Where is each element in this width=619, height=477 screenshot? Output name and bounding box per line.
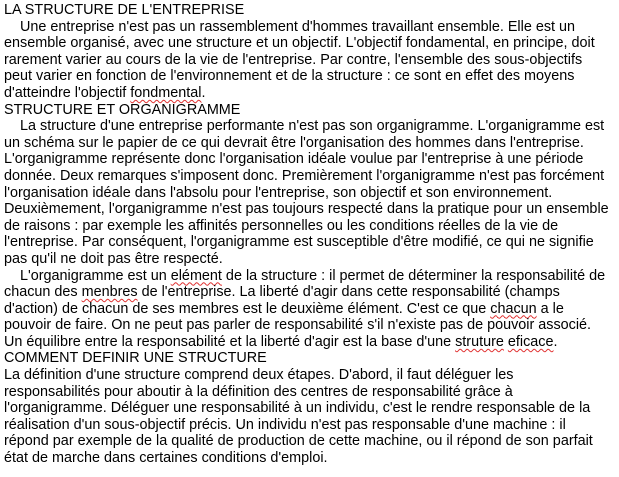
section-heading-structure-organigramme: STRUCTURE ET ORGANIGRAMME xyxy=(4,101,241,118)
paragraph-text: Une entreprise n'est pas un rassemblement d'hommes travaillant ensemble. Elle est un ensemble organisé, avec une structure et un objectif. L'objectif fondamental, en principe, doit rarement varier au cours de la vie de l'entreprise. Par contre, l'ensemble des sous-objectifs peut varier en fonction de l'environnement et de la structure : ce sont en effet des moyens d'atteindre l'objectif xyxy=(4,18,595,101)
paragraph-text: L'organigramme est un xyxy=(20,267,171,284)
section-heading-structure-entreprise: LA STRUCTURE DE L'ENTREPRISE xyxy=(4,2,245,18)
spelling-error-word[interactable]: eficace xyxy=(507,333,554,350)
paragraph-text: de la structure : il permet de déterminer la responsabilité de chacun des xyxy=(4,267,606,301)
paragraph-text: a le pouvoir de faire. On ne peut pas parler de responsabilité s'il n'existe pas de pouvoir associé. Un équilibre entre la responsabilité et la liberté d'agir est la base d'une xyxy=(4,300,592,350)
spelling-error-word[interactable]: menbres xyxy=(81,284,138,301)
spelling-error-word[interactable]: struture xyxy=(455,333,504,350)
paragraph-text: . xyxy=(553,333,558,350)
paragraph-organigramme-1: La structure d'une entreprise performante n'est pas son organigramme. L'organigramme est un schéma sur le papier de ce qui devrait être l'organisation des hommes dans l'entreprise. L'organigramme représente donc l'organisation idéale voulue par l'entreprise à une période donnée. Deux remarques s'imposent donc. Premièrement l'organigramme n'est pas forcément l'organisation idéale dans l'absolu pour l'entreprise, son objectif et son environnement. Deuxièmement, l'organigramme n'est pas toujours respecté dans la pratique pour un ensemble de raisons : par exemple les affinités personnelles ou les conditions réelles de la vie de l'entreprise. Par conséquent, l'organigramme est susceptible d'être modifié, ce qui ne signifie pas qu'il ne doit pas être respecté. xyxy=(4,118,609,267)
paragraph-text: . xyxy=(201,84,206,101)
paragraph-text: de l'entreprise. La liberté d'agir dans cette responsabilité (champs d'action) de chacun de ses membres est le deuxième élément. C'est ce que xyxy=(4,284,560,317)
paragraph-intro xyxy=(4,19,612,102)
document-body[interactable] xyxy=(4,2,612,467)
spelling-error-word[interactable]: chacun xyxy=(490,300,537,317)
spelling-error-word[interactable]: fondmental xyxy=(130,84,202,101)
section-heading-definir-structure: COMMENT DEFINIR UNE STRUCTURE xyxy=(4,350,267,367)
paragraph-organigramme-2 xyxy=(4,268,612,351)
spelling-error-word[interactable]: elément xyxy=(170,267,222,284)
paragraph-definition: La définition d'une structure comprend deux étapes. D'abord, il faut déléguer les responsabilités pour aboutir à la définition des centres de responsabilité grâce à l'organigramme. Déléguer une responsabilité à un individu, c'est le rendre responsable de la réalisation d'un sous-objectif précis. Un individu n'est pas responsable d'une machine : il répond par exemple de la qualité de production de cette machine, ou il répond de son parfait état de marche dans certaines conditions d'emploi. xyxy=(4,367,593,467)
